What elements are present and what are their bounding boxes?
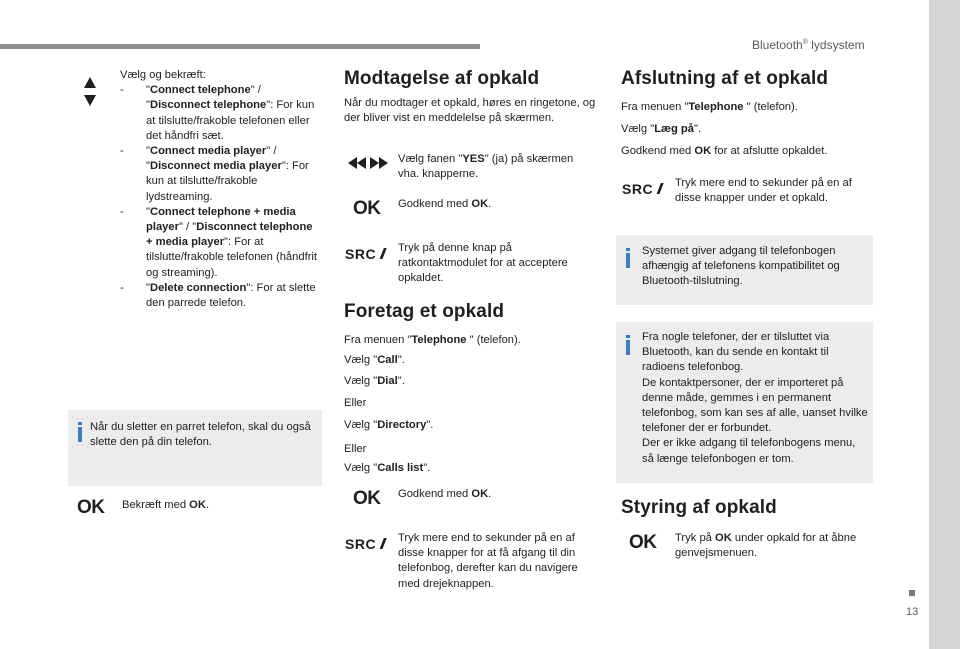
ok-button-icon: OK [77,497,105,518]
phonebook-text: Tryk mere end to sekunder på en af disse knapper for at få afgang til din telefonbog, derefter kan du navigere med drejeknappen. [398,532,578,590]
note-text: Systemet giver adgang til telefonbogen afhængig af telefonens kompatibilitet og Bluetooth-tilslutning. [642,245,840,288]
list-item: - "Connect telephone + media player" / "Disconnect telephone + media player": For at tilslutte/frakoble telefonen (håndfrit og streaming). [120,205,318,279]
note-text: Når du sletter en parret telefon, skal du også slette den på din telefon. [90,421,311,449]
heading-call-control: Styring af opkald [621,497,777,518]
menu-text: Fra menuen "Telephone " (telefon). [344,334,521,346]
connection-options-list [120,68,320,311]
receive-call-text: Når du modtager et opkald, høres en ringetone, og der bliver vist en meddelelse på skærmen. [344,97,596,125]
heading-receive-call: Modtagelse af opkald [344,68,540,89]
top-rule [0,44,480,49]
call-control-text: Tryk på OK under opkald for at åbne genvejsmenuen. [675,532,857,560]
page-header-title: Bluetooth® lydsystem [752,38,865,52]
select-dial-text: Vælg "Dial". [344,375,405,387]
confirm-ok-text: Godkend med OK. [398,488,492,500]
accept-call-text: Tryk på denne knap på ratkontaktmodulet for at acceptere opkaldet. [398,242,568,285]
list-item: - "Connect media player" / "Disconnect media player": For kun at tilslutte/frakoble lydstreaming. [120,145,309,203]
seek-arrows-icon [348,157,388,169]
confirm-end-text: Godkend med OK for at afslutte opkaldet. [621,145,828,157]
ok-button-icon: OK [629,532,657,553]
info-note-phonebook [616,235,873,305]
list-item: - "Connect telephone" / "Disconnect telephone": For kun at tilslutte/frakoble telefonen eller det håndfri sæt. [120,84,315,142]
info-note-contacts [616,322,873,483]
heading-make-call: Foretag et opkald [344,301,505,322]
list-item: - "Delete connection": For at slette den parrede telefon. [120,281,316,310]
heading-end-call: Afslutning af et opkald [621,68,829,89]
page-number: 13 [906,606,919,618]
info-note-delete [68,410,322,486]
list-intro: Vælg og bekræft: [120,69,206,81]
page-end-marker [909,590,915,596]
or-text: Eller [344,443,367,455]
note-text: Fra nogle telefoner, der er tilsluttet via Bluetooth, kan du sende en kontakt til radioens telefonbog. De kontaktpersoner, der er importeret på denne måde, gemmes i en permanent telefonbog, som kan ses af alle, uanset hvilke telefoner der er forbundet. Der er ikke adgang til telefonbogens menu, så længe telefonbogen er tom. [642,331,868,465]
src-button-icon: SRC // [345,536,383,553]
end-call-text: Tryk mere end to sekunder på en af disse knapper under et opkald. [675,177,852,205]
confirm-text: Bekræft med OK. [122,499,210,511]
side-tab [929,0,960,649]
select-calls-list-text: Vælg "Calls list". [344,462,431,474]
select-yes-text: Vælg fanen "YES" (ja) på skærmen vha. knapperne. [398,153,574,181]
ok-button-icon: OK [353,198,381,219]
confirm-ok-text: Godkend med OK. [398,198,492,210]
or-text: Eller [344,397,367,409]
src-button-icon: SRC // [345,246,383,263]
ok-button-icon: OK [353,488,381,509]
menu-text: Fra menuen "Telephone " (telefon). [621,101,798,113]
src-button-icon: SRC // [622,181,660,198]
up-down-arrows-icon [82,77,98,106]
select-directory-text: Vælg "Directory". [344,419,434,431]
select-hang-up-text: Vælg "Læg på". [621,123,702,135]
select-call-text: Vælg "Call". [344,354,405,366]
